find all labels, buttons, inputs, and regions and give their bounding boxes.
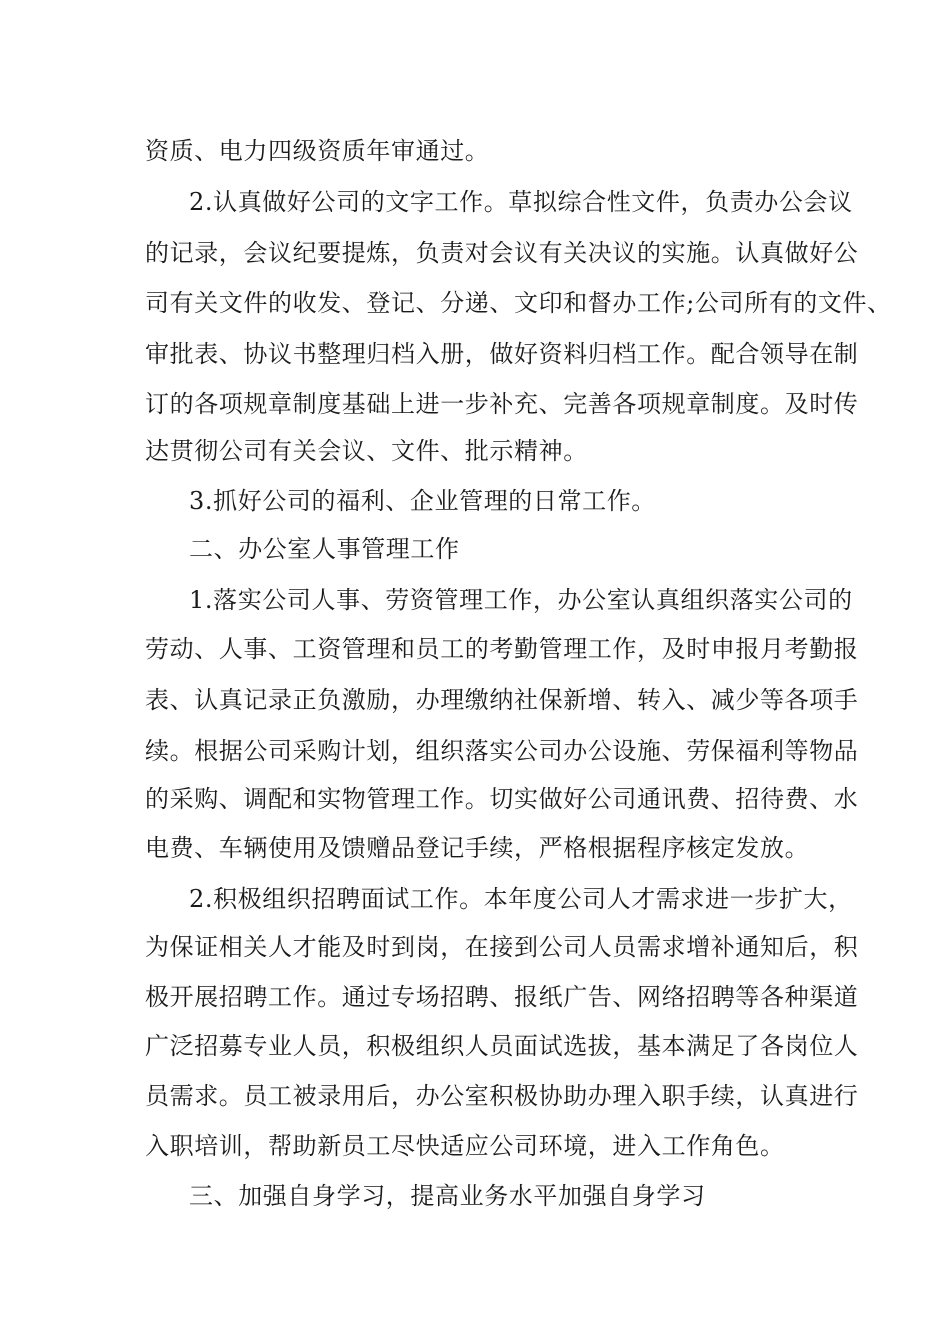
text-line: 入职培训，帮助新员工尽快适应公司环境，进入工作角色。 [145, 1132, 785, 1160]
text-line: 资质、电力四级资质年审通过。 [145, 137, 490, 165]
paragraph-item-2-line: 2.积极组织招聘面试工作。本年度公司人才需求进一步扩大， [189, 885, 853, 913]
paragraph-item-1-line: 1.落实公司人事、劳资管理工作，办公室认真组织落实公司的 [189, 586, 853, 614]
text-line: 的采购、调配和实物管理工作。切实做好公司通讯费、招待费、水 [145, 785, 859, 813]
text-line: 劳动、人事、工资管理和员工的考勤管理工作，及时申报月考勤报 [145, 635, 859, 663]
text-line: 电费、车辆使用及馈赠品登记手续，严格根据程序核定发放。 [145, 834, 810, 862]
text-line: 极开展招聘工作。通过专场招聘、报纸广告、网络招聘等各种渠道 [145, 983, 859, 1011]
text-line: 广泛招募专业人员，积极组织人员面试选拔，基本满足了各岗位人 [145, 1032, 859, 1060]
paragraph-item-3-line: 3.抓好公司的福利、企业管理的日常工作。 [189, 487, 656, 515]
text-line: 员需求。员工被录用后，办公室积极协助办理入职手续，认真进行 [145, 1082, 859, 1110]
text-line: 订的各项规章制度基础上进一步补充、完善各项规章制度。及时传 [145, 390, 859, 418]
text-line: 为保证相关人才能及时到岗，在接到公司人员需求增补通知后，积 [145, 933, 859, 961]
paragraph-item-2-line: 2.认真做好公司的文字工作。草拟综合性文件，负责办公会议 [189, 188, 853, 216]
text-line: 审批表、协议书整理归档入册，做好资料归档工作。配合领导在制 [145, 340, 859, 368]
text-line: 表、认真记录正负激励，办理缴纳社保新增、转入、减少等各项手 [145, 686, 859, 714]
section-heading-2: 二、办公室人事管理工作 [189, 535, 460, 563]
text-line: 的记录，会议纪要提炼，负责对会议有关决议的实施。认真做好公 [145, 239, 859, 267]
text-line: 达贯彻公司有关会议、文件、批示精神。 [145, 437, 588, 465]
text-line: 司有关文件的收发、登记、分递、文印和督办工作;公司所有的文件、 [145, 289, 892, 317]
section-heading-3: 三、加强自身学习，提高业务水平加强自身学习 [189, 1182, 706, 1210]
text-line: 续。根据公司采购计划，组织落实公司办公设施、劳保福利等物品 [145, 737, 859, 765]
